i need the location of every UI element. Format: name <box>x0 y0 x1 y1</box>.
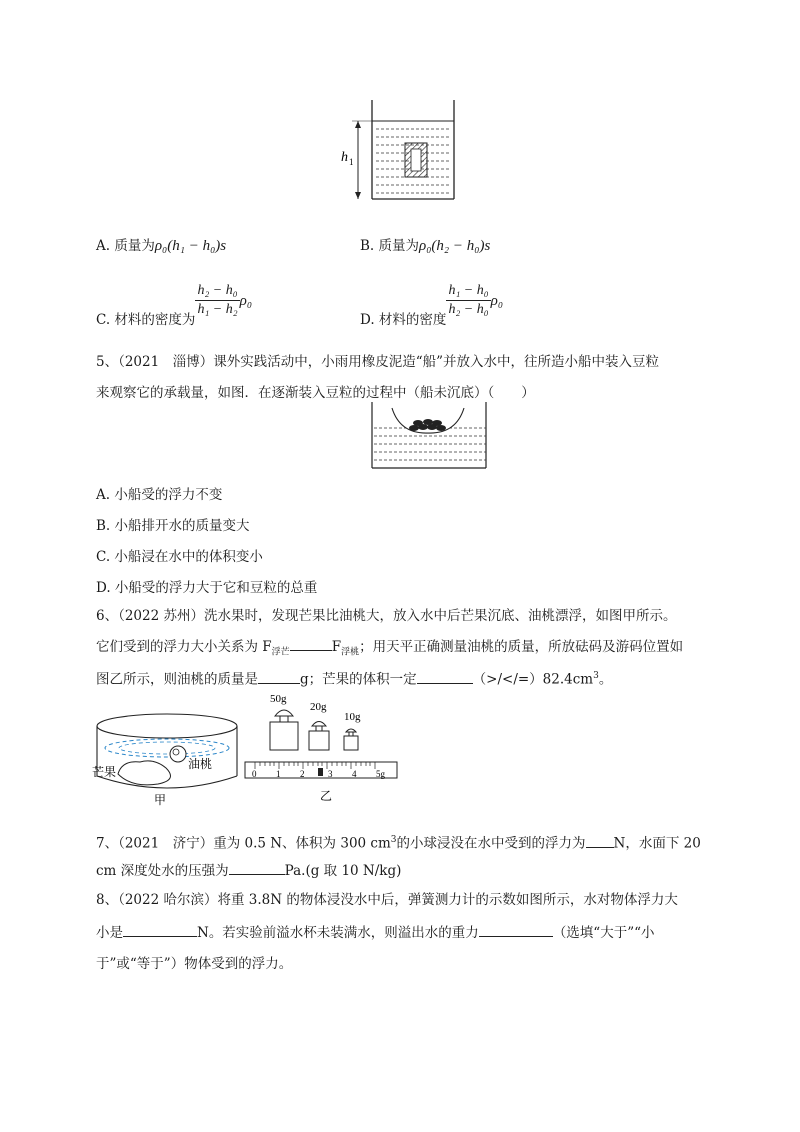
q7-stem-line1: 7、（2021 济宁）重为 0.5 N、体积为 300 $cm^3$的小球浸没在水中受到的浮力为 N，水面下 20 <box>96 830 701 854</box>
svg-text:1: 1 <box>349 157 354 167</box>
rider <box>318 768 323 776</box>
weight-10g <box>344 736 358 750</box>
fig-yi-label: 乙 <box>320 789 333 803</box>
option-4c: C. 材料的密度为 $\frac{\text{h₂ − h₀}}{\text{h₁ − h₂}}$ ρ₀ <box>96 283 253 328</box>
svg-text:50g: 50g <box>270 693 287 705</box>
svg-text:5g: 5g <box>376 769 385 779</box>
option-5a: A. 小船受的浮力不变 <box>96 487 223 503</box>
q6-stem-line1: 6、（2022 苏州）洗水果时，发现芒果比油桃大，放入水中后芒果沉底、油桃漂浮，如图甲所示。 <box>96 608 677 624</box>
basin-figure <box>92 708 242 808</box>
svg-text:1: 1 <box>276 769 281 779</box>
q5-stem-line1: 5、（2021 淄博）课外实践活动中，小雨用橡皮泥造“船”并放入水中，往所造小船中装入豆粒 <box>96 354 659 370</box>
option-5d: D. 小船受的浮力大于它和豆粒的总重 <box>96 580 318 596</box>
svg-text:20g: 20g <box>310 701 327 713</box>
container-figure <box>330 95 470 205</box>
option-5c: C. 小船浸在水中的体积变小 <box>96 549 263 565</box>
svg-text:4: 4 <box>352 769 357 779</box>
q5-stem-line2: 来观察它的承载量，如图．在逐渐装入豆粒的过程中（船未沉底）（ ） <box>96 385 535 401</box>
q8-stem-line2: 小是 N。若实验前溢水杯未装满水，则溢出水的重力 （选填“大于”“小 <box>96 922 655 943</box>
option-4b: B. 质量为ρ₀(h₂ − h₀)s <box>360 238 491 254</box>
q7-stem-line2: cm 深度处水的压强为 Pa.(g 取 10 N/kg) <box>96 860 401 881</box>
svg-text:2: 2 <box>300 769 305 779</box>
option-4d: D. 材料的密度 $\frac{\text{h₁ − h₀}}{\text{h₂ − h₀}}$ ρ₀ <box>360 283 504 328</box>
option-5b: B. 小船排开水的质量变大 <box>96 518 250 534</box>
balance-weights-figure <box>240 688 400 808</box>
svg-text:3: 3 <box>328 769 333 779</box>
svg-text:10g: 10g <box>344 711 361 723</box>
weight-50g <box>270 722 298 750</box>
q8-stem-line3: 于”或“等于”）物体受到的浮力。 <box>96 956 293 972</box>
option-4a: A. 质量为ρ₀(h₁ − h₀)s <box>96 238 227 254</box>
h1-label: h <box>341 150 348 165</box>
weight-20g <box>309 731 329 750</box>
svg-text:芒果: 芒果 <box>92 765 117 779</box>
q6-stem-line3: 图乙所示，则油桃的质量是 g；芒果的体积一定 $(>/</=)82.4cm^3$。 <box>96 666 612 690</box>
q6-stem-line2: 它们受到的浮力大小关系为 $F_{浮芒}$ $F_{浮桃}$；用天平正确测量油桃的质量，所放砝码及游码位置如 <box>96 636 683 663</box>
q8-stem-line1: 8、（2022 哈尔滨）将重 3.8N 的物体浸没水中后，弹簧测力计的示数如图所示，水对物体浮力大 <box>96 892 678 908</box>
mango <box>118 761 171 785</box>
boat-figure <box>370 400 490 472</box>
svg-text:0: 0 <box>252 769 257 779</box>
svg-text:油桃: 油桃 <box>188 757 213 771</box>
fig-jia-label: 甲 <box>154 793 167 807</box>
